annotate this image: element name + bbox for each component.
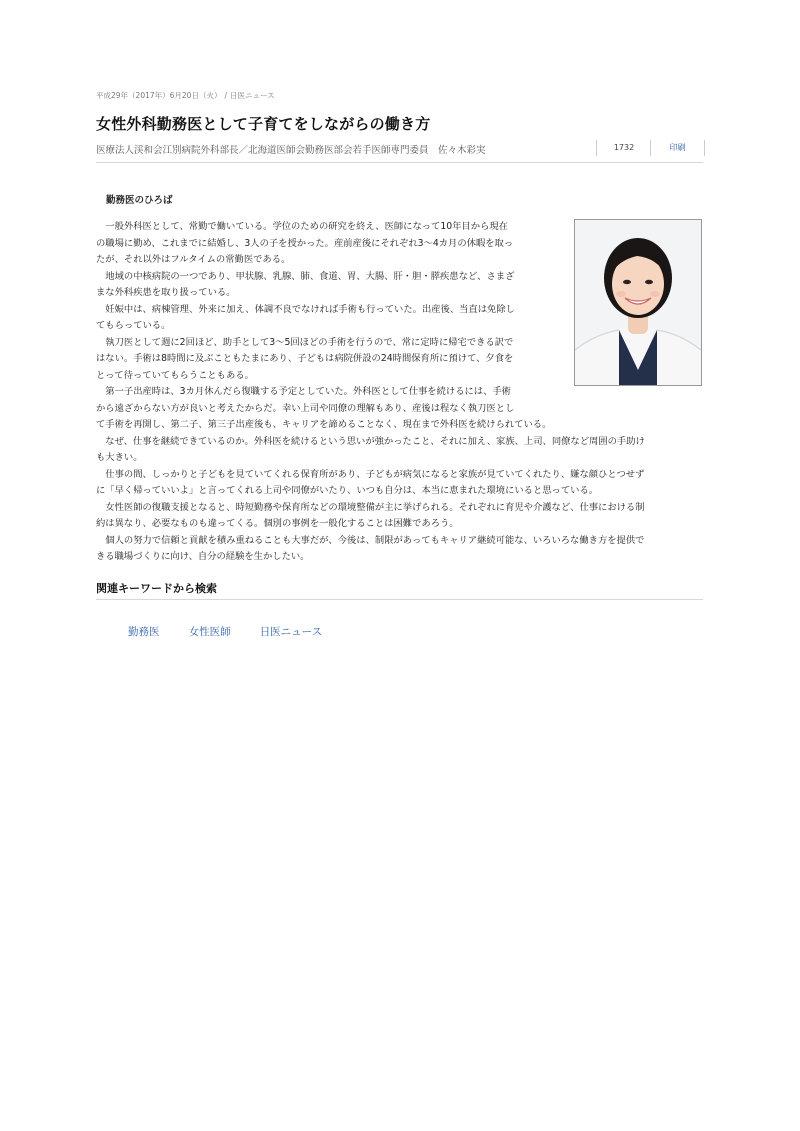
body-line: 一般外科医として、常勤で働いている。学位のための研究を終え、医師になって10年目から現在: [96, 221, 508, 232]
body-line: まな外科疾患を取り扱っている。: [96, 287, 236, 298]
header-divider: [96, 162, 703, 163]
portrait-photo: [575, 220, 701, 385]
keyword-link[interactable]: 女性医師: [188, 626, 231, 638]
body-line: に「早く帰っていいよ」と言ってくれる上司や同僚がいたり、いつも自分は、本当に恵まれた環境にいると思っている。: [96, 485, 599, 496]
body-line: なぜ、仕事を継続できているのか。外科医を続けるという思いが強かったこと、それに加え、家族、上司、同僚など周囲の手助け: [96, 435, 645, 447]
body-line: 女性医師の復職支援となると、時短勤務や保育所などの環境整備が主に挙げられる。それぞれに育児や介護など、仕事における制: [96, 501, 645, 513]
body-line: 第一子出産時は、3カ月休んだら復職する予定としていた。外科医として仕事を続けるには、手術: [96, 386, 511, 397]
share-count: 1732: [596, 140, 651, 156]
body-line: から遠ざからない方が良いと考えたからだ。幸い上司や同僚の理解もあり、産後は程なく執刀医とし: [96, 402, 515, 414]
print-button[interactable]: 印刷: [650, 140, 705, 156]
body-line: とって待っていてもらうこともある。: [96, 369, 254, 381]
body-line: たが、それ以外はフルタイムの常勤医である。: [96, 254, 291, 265]
author-row: [96, 140, 703, 158]
author-portrait-icon: [574, 219, 702, 386]
body-line: 妊娠中は、病棟管理、外来に加え、体調不良でなければ手術も行っていた。出産後、当直は免除し: [96, 303, 515, 315]
body-line: てもらっている。: [96, 320, 171, 331]
body-line: て手術を再開し、第二子、第三子出産後も、キャリアを諦めることなく、現在まで外科医を続けられている。: [96, 419, 552, 430]
article-dateline: [96, 90, 275, 101]
article-title: 女性外科勤務医として子育てをしながらの働き方: [96, 115, 431, 133]
keyword-list: [128, 620, 346, 639]
body-line: 仕事の間、しっかりと子どもを見ていてくれる保育所があり、子どもが病気になると家族が見ていてくれたり、嫌な顔ひとつせず: [96, 468, 645, 480]
body-line: 約は異なり、必要なものも違ってくる。個別の事例を一般化することは困難であろう。: [96, 518, 459, 529]
body-line: 執刀医として週に2回ほど、助手として3～5回ほどの手術を行うので、常に定時に帰宅できる訳で: [96, 336, 514, 348]
article-date: 平成29年（2017年）6月20日（火）: [96, 91, 222, 100]
dateline-separator: /: [224, 91, 227, 100]
body-line: も大きい。: [96, 452, 143, 463]
body-line: はない。手術は8時間に及ぶこともたまにあり、子どもは病院併設の24時間保育所に預けて、夕食を: [96, 353, 514, 364]
body-line: きる職場づくりに向け、自分の経験を生かしたい。: [96, 551, 310, 562]
body-line: の職場に勤め、これまでに結婚し、3人の子を授かった。産前産後にそれぞれ3～4カ月の休暇を取っ: [96, 237, 514, 249]
body-line: 個人の努力で信頼と貢献を積み重ねることも大事だが、今後は、制限があってもキャリア継続可能な、いろいろな働き方を提供で: [96, 534, 645, 546]
body-line: 地域の中核病院の一つであり、甲状腺、乳腺、肺、食道、胃、大腸、肝・胆・膵疾患など、さまざ: [96, 270, 515, 282]
article-author: 医療法人渓和会江別病院外科部長／北海道医師会勤務医部会若手医師専門委員 佐々木彩実: [96, 145, 486, 156]
keyword-link[interactable]: 日医ニュース: [259, 626, 323, 638]
keyword-link[interactable]: 勤務医: [128, 626, 160, 638]
article-source[interactable]: 日医ニュース: [229, 91, 275, 100]
column-name: 勤務医のひろば: [106, 195, 173, 206]
keyword-divider: [96, 599, 703, 600]
keyword-heading: 関連キーワードから検索: [96, 582, 217, 595]
